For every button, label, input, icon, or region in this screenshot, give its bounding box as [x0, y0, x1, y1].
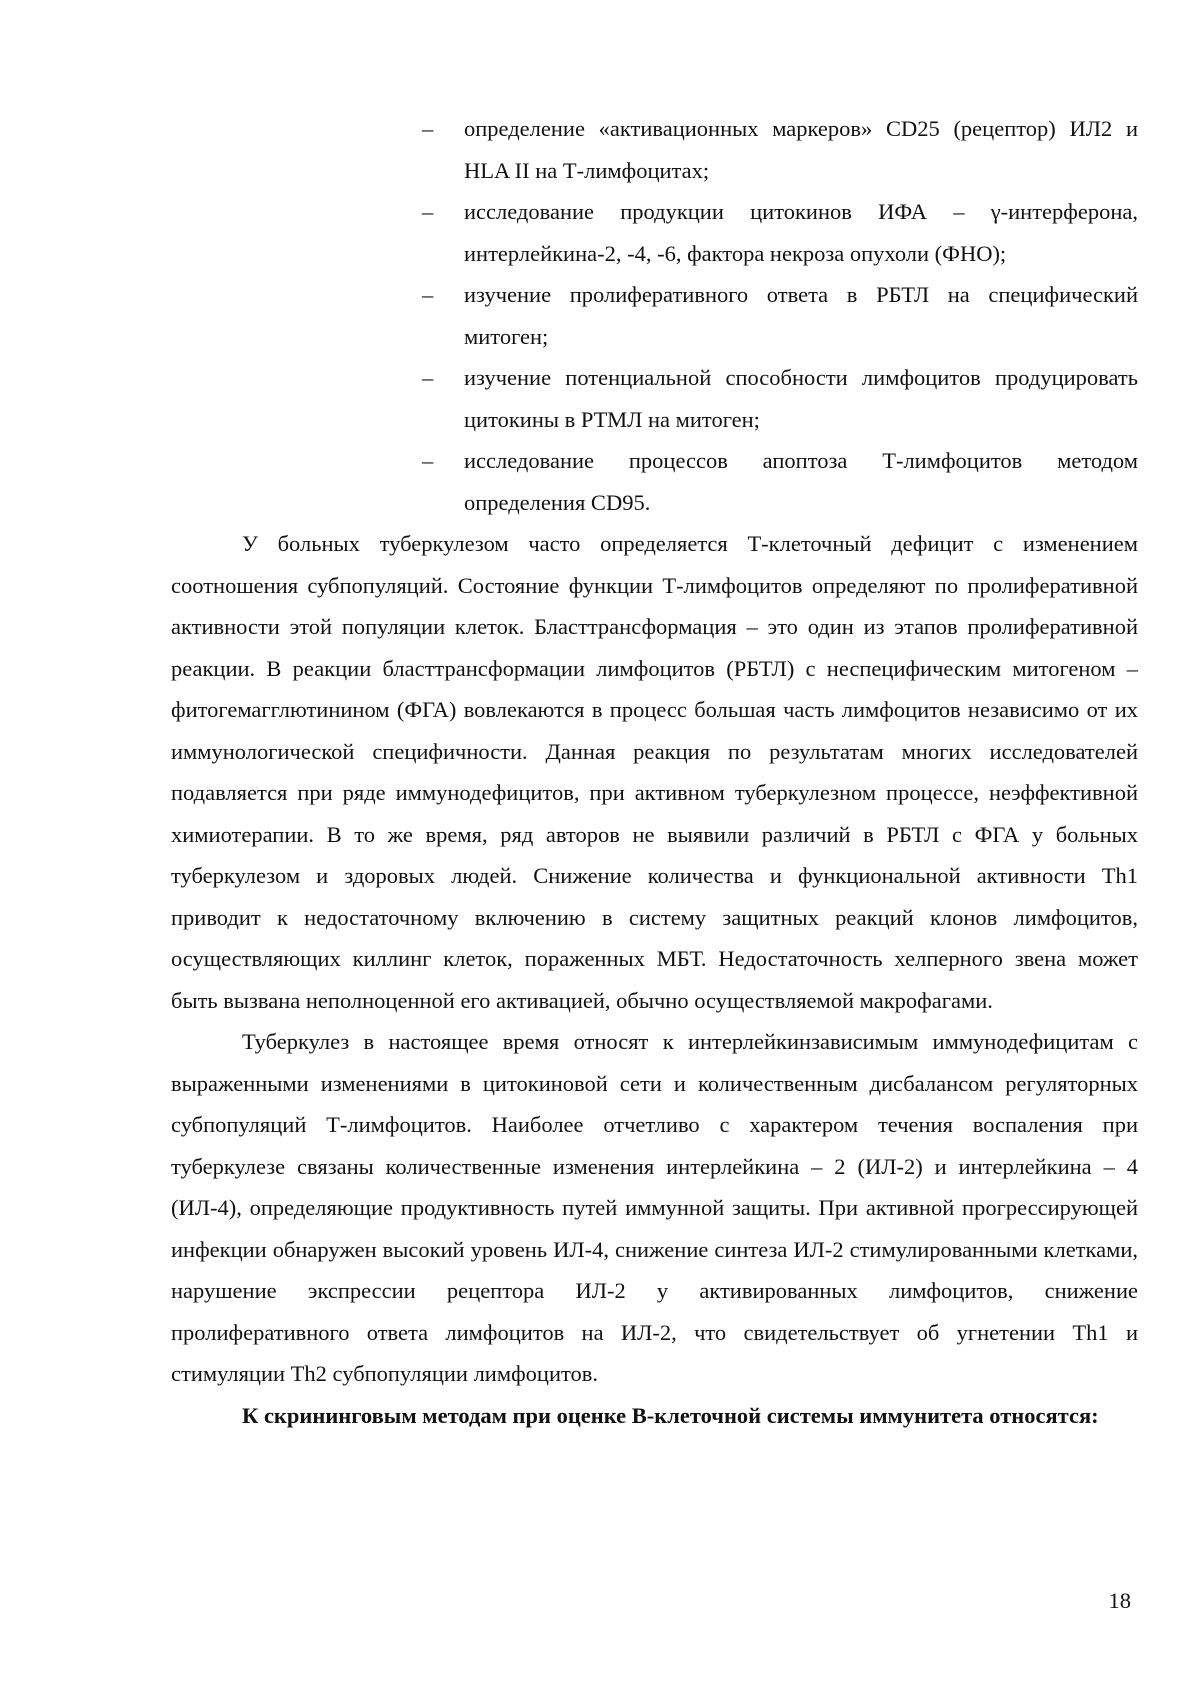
paragraph-interleukin-immunodeficiency: Туберкулез в настоящее время относят к интерлейкинзависимым иммунодефицитам с выраженными изменениями в цитокиновой сети и количественным дисбалансом регуляторных субпопуляций Т-лимфоцитов. Наиболее отчетливо с характером течения воспаления при туберкулезе связаны количественные изменения интерлейкина – 2 (ИЛ-2) и интерлейкина – 4 (ИЛ-4), определяющие продуктивность путей иммунной защиты. При активной прогрессирующей инфекции обнаружен высокий уровень ИЛ-4, снижение синтеза ИЛ-2 стимулированными клетками, нарушение экспрессии рецептора ИЛ-2 у активированных лимфоцитов, снижение пролиферативного ответа лимфоцитов на ИЛ-2, что свидетельствует об угнетении Th1 и стимуляции Th2 субпопуляции лимфоцитов. — [171, 1029, 1138, 1386]
list-item-text: исследование продукции цитокинов ИФА – γ-интерферона, интерлейкина-2, -4, -6, фактора некроза опухоли (ФНО); — [464, 199, 1138, 266]
list-item — [422, 357, 1138, 440]
list-item-text: изучение пролиферативного ответа в РБТЛ на специфический митоген; — [464, 282, 1138, 349]
body-text — [171, 523, 1138, 1436]
list-item — [422, 108, 1138, 191]
paragraph-t-cell-deficit: У больных туберкулезом часто определяется Т-клеточный дефицит с изменением соотношения субпопуляций. Состояние функции Т-лимфоцитов определяют по пролиферативной активности этой популяции клеток. Бласттрансформация – это один из этапов пролиферативной реакции. В реакции бласттрансформации лимфоцитов (РБТЛ) с неспецифическим митогеном – фитогемагглютинином (ФГА) вовлекаются в процесс большая часть лимфоцитов независимо от их иммунологической специфичности. Данная реакция по результатам многих исследователей подавляется при ряде иммунодефицитов, при активном туберкулезном процессе, неэффективной химиотерапии. В то же время, ряд авторов не выявили различий в РБТЛ с ФГА у больных туберкулезом и здоровых людей. Снижение количества и функциональной активности Th1 приводит к недостаточному включению в систему защитных реакций клонов лимфоцитов, осуществляющих киллинг клеток, пораженных МБТ. Недостаточность хелперного звена может быть вызвана неполноценной его активацией, обычно осуществляемой макрофагами. — [171, 531, 1138, 1013]
list-item — [422, 191, 1138, 274]
list-item-text: исследование процессов апоптоза Т-лимфоцитов методом определения CD95. — [464, 448, 1138, 515]
list-item-text: определение «активационных маркеров» CD25 (рецептор) ИЛ2 и HLA II на Т-лимфоцитах; — [464, 116, 1138, 183]
bullet-dash: – — [422, 282, 434, 307]
section-heading: К скрининговым методам при оценке В-клеточной системы иммунитета относятся: — [242, 1402, 1099, 1428]
bullet-dash: – — [422, 116, 434, 141]
list-item — [422, 440, 1138, 523]
bullet-dash: – — [422, 199, 434, 224]
list-item-text: изучение потенциальной способности лимфоцитов продуцировать цитокины в РТМЛ на митоген; — [464, 365, 1138, 432]
list-item — [422, 274, 1138, 357]
method-list — [422, 108, 1138, 523]
bullet-dash: – — [422, 448, 434, 473]
page-number: 18 — [1108, 1588, 1131, 1613]
bullet-dash: – — [422, 365, 434, 390]
